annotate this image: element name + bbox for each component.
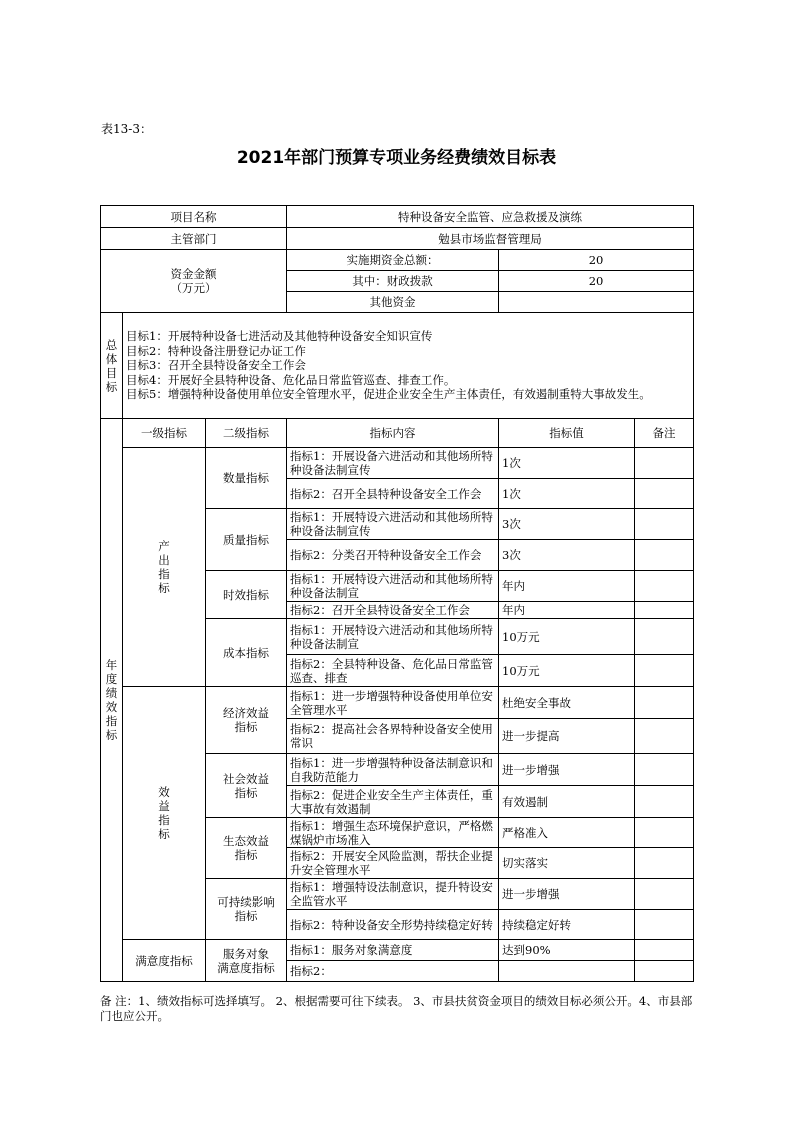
header-value: 指标值	[499, 419, 635, 448]
indicator-remark	[635, 687, 694, 719]
indicator-remark	[635, 540, 694, 571]
indicator-remark	[635, 509, 694, 540]
indicator-value: 3次	[499, 540, 635, 571]
project-value: 特种设备安全监管、应急救援及演练	[287, 206, 694, 228]
indicator-value: 严格准入	[499, 818, 635, 848]
indicator-remark	[635, 619, 694, 655]
department-label: 主管部门	[101, 228, 287, 250]
indicator-content: 指标2：召开全县特设备安全工作会	[287, 602, 499, 619]
table-number-label: 表13-3：	[101, 122, 152, 136]
indicator-remark	[635, 910, 694, 940]
funds-other-label: 其他资金	[287, 292, 499, 313]
indicator-content: 指标2：	[287, 961, 499, 982]
sustainable-indicator-label: 可持续影响 指标	[206, 879, 287, 940]
page-title: 2021年部门预算专项业务经费绩效目标表	[236, 148, 557, 168]
indicator-value: 年内	[499, 602, 635, 619]
indicator-content: 指标1：开展特设六进活动和其他场所特种设备法制宣	[287, 619, 499, 655]
output-indicators-label: 产 出 指 标	[123, 448, 206, 687]
indicator-value	[499, 961, 635, 982]
indicator-content: 指标2：提高社会各界特种设备安全使用常识	[287, 719, 499, 754]
overall-goals-content	[123, 313, 694, 419]
indicator-remark	[635, 655, 694, 687]
funds-label	[101, 250, 287, 313]
table-row	[101, 448, 694, 479]
department-value: 勉县市场监督管理局	[287, 228, 694, 250]
cost-indicator-label: 成本指标	[206, 619, 287, 687]
funds-fiscal-label: 其中：财政拨款	[287, 271, 499, 292]
overall-goals-row	[101, 313, 694, 419]
table-row	[101, 687, 694, 719]
funds-total-value: 20	[499, 250, 694, 271]
benefit-indicators-label: 效 益 指 标	[123, 687, 206, 940]
indicator-content: 指标1：开展特设六进活动和其他场所特种设备法制宣传	[287, 509, 499, 540]
indicator-value: 3次	[499, 509, 635, 540]
funds-fiscal-value: 20	[499, 271, 694, 292]
overall-goals-label: 总 体 目 标	[101, 313, 123, 419]
indicator-remark	[635, 719, 694, 754]
goal-item: 目标3：召开全县特设备安全工作会	[126, 358, 306, 373]
indicator-remark	[635, 448, 694, 479]
quality-indicator-label: 质量指标	[206, 509, 287, 571]
table-row	[101, 940, 694, 961]
social-indicator-label: 社会效益 指标	[206, 754, 287, 818]
indicator-content: 指标1：开展特设六进活动和其他场所特种设备法制宣	[287, 571, 499, 602]
indicator-content: 指标2：促进企业安全生产主体责任，重大事故有效遏制	[287, 786, 499, 818]
indicator-value: 1次	[499, 448, 635, 479]
indicator-content: 指标2：开展安全风险监测，帮扶企业提升安全管理水平	[287, 848, 499, 879]
ecological-indicator-label: 生态效益 指标	[206, 818, 287, 879]
indicator-content: 指标1：进一步增强特种设备使用单位安全管理水平	[287, 687, 499, 719]
funds-other-value	[499, 292, 694, 313]
indicator-content: 指标1：增强特设法制意识，提升特设安全监管水平	[287, 879, 499, 910]
header-content: 指标内容	[287, 419, 499, 448]
indicator-header-row	[101, 419, 694, 448]
indicator-value: 1次	[499, 479, 635, 509]
funds-total-label: 实施期资金总额：	[287, 250, 499, 271]
performance-target-table	[100, 205, 694, 982]
indicator-remark	[635, 879, 694, 910]
funds-label-line2: （万元）	[170, 281, 217, 295]
project-row	[101, 206, 694, 228]
economic-indicator-label: 经济效益 指标	[206, 687, 287, 754]
indicator-value: 10万元	[499, 655, 635, 687]
funds-label-line1: 资金金额	[170, 267, 217, 281]
indicator-content: 指标2：全县特种设备、危化品日常监管巡查、排查	[287, 655, 499, 687]
indicator-content: 指标2：特种设备安全形势持续稳定好转	[287, 910, 499, 940]
indicator-remark	[635, 754, 694, 786]
goal-item: 目标4：开展好全县特种设备、危化品日常监管巡查、排查工作。	[126, 372, 456, 387]
indicator-remark	[635, 479, 694, 509]
header-level2: 二级指标	[206, 419, 287, 448]
funds-row	[101, 250, 694, 271]
indicator-remark	[635, 848, 694, 879]
department-row	[101, 228, 694, 250]
indicator-value: 进一步提高	[499, 719, 635, 754]
goal-item: 目标1：开展特种设备七进活动及其他特种设备安全知识宣传	[126, 329, 433, 344]
indicator-value: 达到90%	[499, 940, 635, 961]
indicator-value: 持续稳定好转	[499, 910, 635, 940]
quantity-indicator-label: 数量指标	[206, 448, 287, 509]
indicator-value: 年内	[499, 571, 635, 602]
indicator-value: 有效遏制	[499, 786, 635, 818]
indicator-content: 指标1：服务对象满意度	[287, 940, 499, 961]
indicator-value: 杜绝安全事故	[499, 687, 635, 719]
goal-item: 目标2：特种设备注册登记办证工作	[126, 343, 306, 358]
indicator-value: 进一步增强	[499, 879, 635, 910]
project-label: 项目名称	[101, 206, 287, 228]
indicator-value: 切实落实	[499, 848, 635, 879]
footnote: 备 注：1、绩效指标可选择填写。 2、根据需要可往下续表。 3、市县扶贫资金项目的绩效目标必须公开。4、市县部门也应公开。	[100, 994, 693, 1023]
indicator-remark	[635, 571, 694, 602]
indicator-content: 指标2：分类召开特种设备安全工作会	[287, 540, 499, 571]
service-satisfaction-label: 服务对象 满意度指标	[206, 940, 287, 982]
indicator-value: 10万元	[499, 619, 635, 655]
indicator-remark	[635, 818, 694, 848]
indicator-value: 进一步增强	[499, 754, 635, 786]
indicator-remark	[635, 961, 694, 982]
indicator-content: 指标1：进一步增强特种设备法制意识和自我防范能力	[287, 754, 499, 786]
header-remark: 备注	[635, 419, 694, 448]
indicator-remark	[635, 940, 694, 961]
header-level1: 一级指标	[123, 419, 206, 448]
indicator-content: 指标1：增强生态环境保护意识，严格燃煤锅炉市场准入	[287, 818, 499, 848]
indicator-content: 指标1：开展设备六进活动和其他场所特种设备法制宣传	[287, 448, 499, 479]
indicator-content: 指标2：召开全县特种设备安全工作会	[287, 479, 499, 509]
indicator-remark	[635, 786, 694, 818]
indicator-remark	[635, 602, 694, 619]
goal-item: 目标5：增强特种设备使用单位安全管理水平，促进企业安全生产主体责任，有效遏制重特大事故发生。	[126, 387, 651, 402]
annual-indicators-label: 年 度 绩 效 指 标	[101, 419, 123, 982]
satisfaction-indicator-label: 满意度指标	[123, 940, 206, 982]
timeliness-indicator-label: 时效指标	[206, 571, 287, 619]
